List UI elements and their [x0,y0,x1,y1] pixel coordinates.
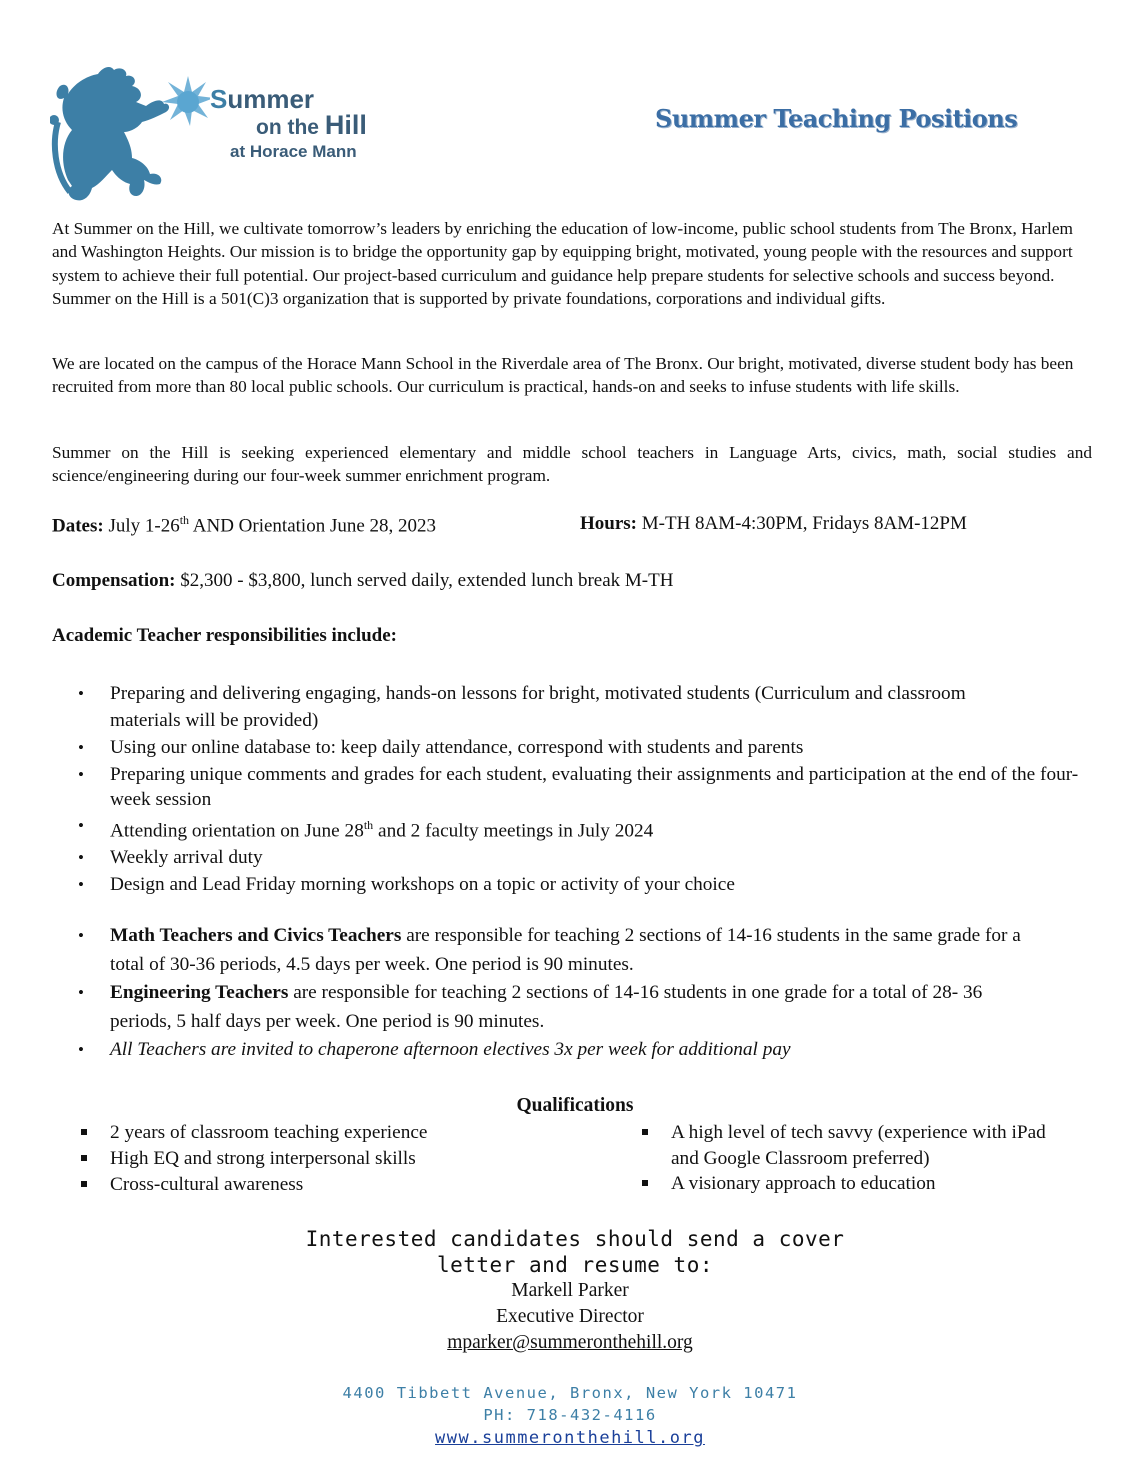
list-item: • Design and Lead Friday morning workshops on a topic or activity of your choice [52,871,1102,898]
compensation-value: $2,300 - $3,800, lunch served daily, extended lunch break M-TH [175,570,674,591]
all-teachers-text: All Teachers are invited to chaperone afternoon electives 3x per week for additional pay [110,1039,791,1060]
list-item: A high level of tech savvy (experience with iPad and Google Classroom preferred) [638,1120,1078,1171]
logo-text-summer: Summer [210,84,315,114]
responsibilities-heading: Academic Teacher responsibilities include: [52,625,397,646]
list-item [52,812,1102,845]
engineering-text: are responsible for teaching 2 sections of 14-16 students in one grade for a total of 28- 36 periods, 5 half days per week. One period is 90 minutes. [110,982,983,1032]
list-item: • Preparing unique comments and grades for each student, evaluating their assignments and participation at the end of the four-week session [52,762,1102,812]
orientation-text: Attending orientation on June 28 [110,820,364,842]
hours-line [580,513,967,535]
logo-text-on-the-hill: on the Hill [256,110,367,140]
intro-paragraph-location: We are located on the campus of the Horace Mann School in the Riverdale area of The Bronx. Our bright, motivated, diverse student body has been recruited from more than 80 local public schools. Our curriculum is practical, hands-on and seeks to infuse students with life skills. [52,354,1074,397]
dates-sup: th [179,513,190,527]
list-item-all-teachers [52,1036,1042,1065]
qualifications-left-list [77,1120,557,1198]
contact-heading: Interested candidates should send a cover letter and resume to: [305,1227,845,1277]
teacher-types-list [52,922,1042,1065]
math-civics-label: Math Teachers and Civics Teachers [110,925,402,946]
list-item-engineering [52,979,1042,1036]
list-item: • Weekly arrival duty [52,844,1102,871]
logo-text-horace-mann: at Horace Mann [230,142,357,161]
math-civics-text: are responsible for teaching 2 sections of 14-16 students in the same grade for a total of 30-36 periods, 4.5 days per week. One period is 90 minutes. [110,925,1021,975]
dates-label: Dates: [52,515,104,537]
compensation-line [52,570,673,592]
list-item-math-civics [52,922,1042,979]
responsibilities-list [52,680,1102,899]
qualifications-heading: Qualifications [516,1095,634,1116]
list-item: A visionary approach to education [638,1171,1078,1197]
orientation-sup: th [363,817,374,832]
list-item: 2 years of classroom teaching experience [77,1120,557,1146]
list-item: • Preparing and delivering engaging, hands-on lessons for bright, motivated students (Curriculum and classroom materials will be provided) [52,680,1102,734]
engineering-label: Engineering Teachers [110,982,289,1003]
dates-line [52,513,436,537]
dates-value: July 1-26 [103,515,180,537]
hours-value: M-TH 8AM-4:30PM, Fridays 8AM-12PM [637,513,967,534]
contact-email-link[interactable]: mparker@summeronthehill.org [447,1332,693,1353]
list-item: Cross-cultural awareness [77,1172,557,1198]
contact-name: Markell Parker [511,1280,629,1301]
footer-address: 4400 Tibbett Avenue, Bronx, New York 10471 [342,1384,798,1402]
qualifications-right-list [638,1120,1078,1197]
contact-role: Executive Director [496,1306,644,1327]
compensation-label: Compensation: [52,570,176,591]
list-item: • Using our online database to: keep daily attendance, correspond with students and parents [52,734,1102,761]
list-item: High EQ and strong interpersonal skills [77,1146,557,1172]
page-title: Summer Teaching Positions [655,104,1018,133]
footer-phone: PH: 718-432-4116 [483,1406,657,1424]
orientation-text-rest: and 2 faculty meetings in July 2024 [373,820,654,842]
lion-icon [50,62,210,212]
organization-logo [50,62,410,212]
dates-orientation: AND Orientation June 28, 2023 [189,515,437,537]
intro-paragraph-mission: At Summer on the Hill, we cultivate tomorrow’s leaders by enriching the education of low-income, public school students from The Bronx, Harlem and Washington Heights. Our mission is to bridge the opportunity gap by equipping bright, motivated, young people with the resources and support system to achieve their full potential. Our project-based curriculum and guidance help prepare students for selective schools and success beyond. Summer on the Hill is a 501(C)3 organization that is supported by private foundations, corporations and individual gifts. [52,219,1073,308]
intro-paragraph-seeking: Summer on the Hill is seeking experienced elementary and middle school teachers in Language Arts, civics, math, social studies and science/engineering during our four-week summer enrichment program. [52,443,1092,486]
hours-label: Hours: [580,513,637,534]
footer-website-link[interactable]: www.summeronthehill.org [435,1428,705,1448]
